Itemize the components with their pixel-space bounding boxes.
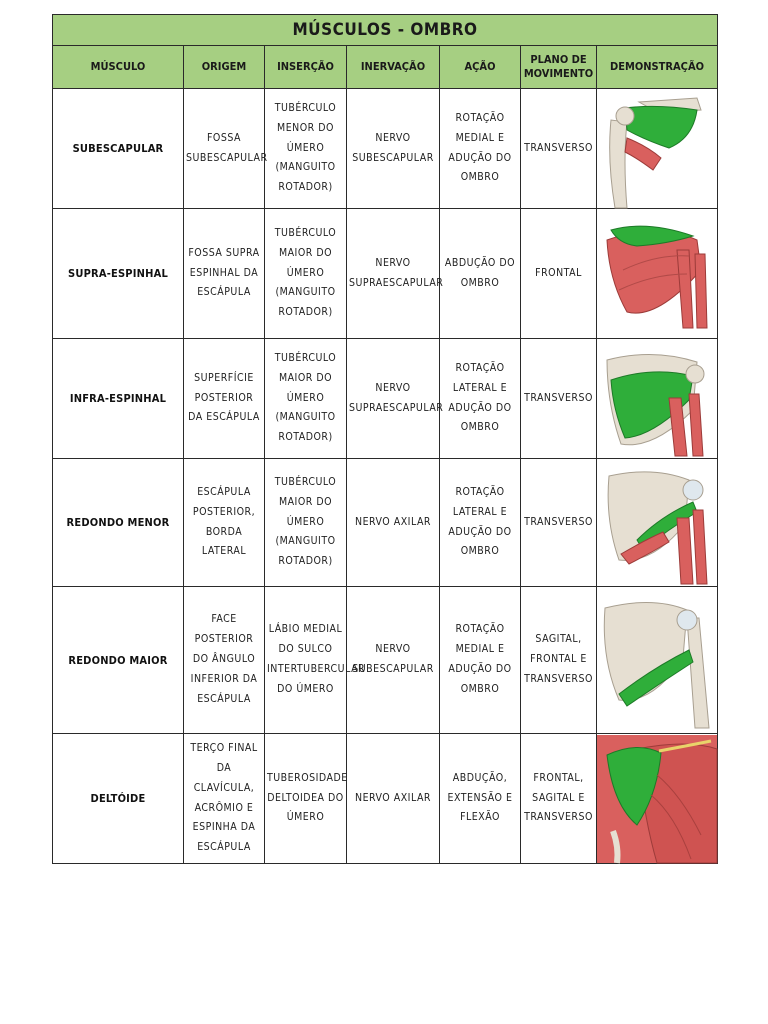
plane-cell: TRANSVERSO: [521, 339, 597, 459]
table-row: [53, 459, 718, 587]
plane-cell: TRANSVERSO: [521, 89, 597, 209]
supraspinatus-illustration: [597, 209, 718, 339]
subscapularis-illustration: [597, 89, 718, 209]
innervation-cell: NERVO SUBESCAPULAR: [347, 89, 440, 209]
insertion-cell: TUBÉRCULO MAIOR DO ÚMERO (MANGUITO ROTADOR): [265, 209, 347, 339]
action-cell: ROTAÇÃO MEDIAL E ADUÇÃO DO OMBRO: [440, 587, 521, 734]
insertion-cell: TUBÉRCULO MAIOR DO ÚMERO (MANGUITO ROTADOR): [265, 459, 347, 587]
innervation-cell: NERVO SUPRAESCAPULAR: [347, 339, 440, 459]
table-title: MÚSCULOS - OMBRO: [53, 15, 718, 46]
action-cell: ABDUÇÃO DO OMBRO: [440, 209, 521, 339]
muscle-name: REDONDO MAIOR: [53, 587, 184, 734]
muscle-name: DELTÓIDE: [53, 734, 184, 864]
action-cell: ROTAÇÃO LATERAL E ADUÇÃO DO OMBRO: [440, 339, 521, 459]
table-row: [53, 587, 718, 734]
origin-cell: FOSSA SUPRA ESPINHAL DA ESCÁPULA: [184, 209, 265, 339]
table-row: [53, 209, 718, 339]
header-demonstracao: DEMONSTRAÇÃO: [597, 46, 718, 89]
plane-cell: FRONTAL: [521, 209, 597, 339]
innervation-cell: NERVO AXILAR: [347, 459, 440, 587]
header-acao: AÇÃO: [440, 46, 521, 89]
action-cell: ROTAÇÃO MEDIAL E ADUÇÃO DO OMBRO: [440, 89, 521, 209]
insertion-cell: TUBÉRCULO MENOR DO ÚMERO (MANGUITO ROTADOR): [265, 89, 347, 209]
insertion-cell: TUBEROSIDADE DELTOIDEA DO ÚMERO: [265, 734, 347, 864]
origin-cell: TERÇO FINAL DA CLAVÍCULA, ACRÔMIO E ESPINHA DA ESCÁPULA: [184, 734, 265, 864]
teres-minor-illustration: [597, 459, 718, 587]
infraspinatus-illustration: [597, 339, 718, 459]
header-plano: PLANO DE MOVIMENTO: [521, 46, 597, 89]
plane-cell: TRANSVERSO: [521, 459, 597, 587]
header-insercao: INSERÇÃO: [265, 46, 347, 89]
innervation-cell: NERVO AXILAR: [347, 734, 440, 864]
innervation-cell: NERVO SUBESCAPULAR: [347, 587, 440, 734]
table-row: [53, 734, 718, 864]
plane-cell: SAGITAL, FRONTAL E TRANSVERSO: [521, 587, 597, 734]
insertion-cell: TUBÉRCULO MAIOR DO ÚMERO (MANGUITO ROTADOR): [265, 339, 347, 459]
muscle-name: REDONDO MENOR: [53, 459, 184, 587]
deltoid-illustration: [597, 734, 718, 864]
action-cell: ABDUÇÃO, EXTENSÃO E FLEXÃO: [440, 734, 521, 864]
header-musculo: MÚSCULO: [53, 46, 184, 89]
header-origem: ORIGEM: [184, 46, 265, 89]
header-inervacao: INERVAÇÃO: [347, 46, 440, 89]
teres-major-illustration: [597, 587, 718, 734]
muscle-table: [52, 14, 718, 864]
table-row: [53, 339, 718, 459]
innervation-cell: NERVO SUPRAESCAPULAR: [347, 209, 440, 339]
muscle-name: SUPRA-ESPINHAL: [53, 209, 184, 339]
origin-cell: SUPERFÍCIE POSTERIOR DA ESCÁPULA: [184, 339, 265, 459]
muscle-name: INFRA-ESPINHAL: [53, 339, 184, 459]
muscle-name: SUBESCAPULAR: [53, 89, 184, 209]
table-row: [53, 89, 718, 209]
insertion-cell: LÁBIO MEDIAL DO SULCO INTERTUBERCULAR DO ÚMERO: [265, 587, 347, 734]
plane-cell: FRONTAL, SAGITAL E TRANSVERSO: [521, 734, 597, 864]
origin-cell: ESCÁPULA POSTERIOR, BORDA LATERAL: [184, 459, 265, 587]
action-cell: ROTAÇÃO LATERAL E ADUÇÃO DO OMBRO: [440, 459, 521, 587]
origin-cell: FOSSA SUBESCAPULAR: [184, 89, 265, 209]
origin-cell: FACE POSTERIOR DO ÂNGULO INFERIOR DA ESCÁPULA: [184, 587, 265, 734]
